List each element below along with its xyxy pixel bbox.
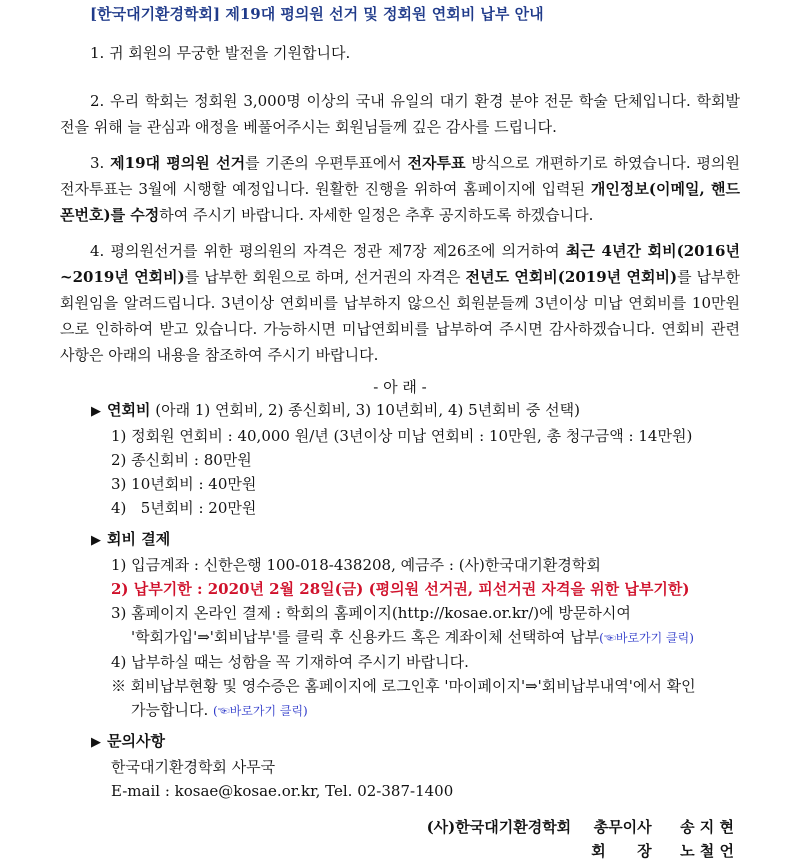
fee-item-2: 2) 종신회비 : 80만원	[111, 451, 252, 469]
signature-line-2	[591, 839, 734, 863]
inquiry-head-label: 문의사항	[107, 732, 165, 750]
p3-text-c: 를 기존의 우편투표에서	[245, 154, 408, 172]
fee-head	[91, 398, 692, 424]
fee-item-4: 4) 5년회비 : 20만원	[111, 499, 257, 517]
inquiry-office: 한국대기환경학회 사무국	[111, 758, 276, 776]
payment-receipt-note: ※ 회비납부현황 및 영수증은 홈페이지에 로그인후 '마이페이지'⇒'회비납부내역'에서 확인	[111, 677, 696, 695]
paragraph-2: 2. 우리 학회는 정회원 3,000명 이상의 국내 유일의 대기 환경 분야 전문 학술 단체입니다. 학회발전을 위해 늘 관심과 애정을 베풀어주시는 회원님들께 깊은 감사를 드립니다.	[60, 92, 740, 136]
p3-bold-evote: 전자투표	[407, 154, 466, 172]
fee-section	[91, 398, 692, 520]
paragraph-3	[60, 150, 740, 228]
triangle-bullet-icon: ▶	[91, 735, 101, 750]
p4-text-c: 를 납부한 회원으로 하며, 선거권의 자격은	[184, 268, 466, 286]
signature-role-1: 총무이사	[593, 818, 652, 836]
signature-role-2: 회 장	[591, 842, 652, 860]
signature-name-2: 노 철 언	[680, 842, 734, 860]
fee-head-label: 연회비	[107, 401, 151, 419]
payment-receipt-note-cont	[91, 698, 696, 723]
payment-account: 1) 입금계좌 : 신한은행 100-018-438208, 예금주 : (사)한국대기환경학회	[111, 556, 601, 574]
fee-item-1: 1) 정회원 연회비 : 40,000 원/년 (3년이상 미납 연회비 : 10만원, 총 청구금액 : 14만원)	[111, 427, 693, 445]
signature-org: (사)한국대기환경학회	[426, 818, 572, 836]
inquiry-contact: E-mail : kosae@kosae.or.kr, Tel. 02-387-1400	[111, 782, 454, 800]
payment-online-steps	[91, 625, 696, 650]
separator-label: - 아 래 -	[373, 378, 427, 396]
payment-section	[91, 527, 696, 723]
notice-title: [한국대기환경학회] 제19대 평의원 선거 및 정회원 연회비 납부 안내	[90, 5, 544, 23]
inquiry-section	[91, 729, 453, 803]
paragraph-4	[60, 238, 740, 368]
receipt-shortcut-link[interactable]: (☜바로가기 클릭)	[213, 704, 308, 718]
signature-line-1	[427, 815, 734, 839]
p3-text-g: 하여 주시기 바랍니다. 자세한 일정은 추후 공지하도록 하겠습니다.	[159, 206, 594, 224]
triangle-bullet-icon: ▶	[91, 533, 101, 548]
signature-name-1: 송 지 현	[680, 818, 734, 836]
p3-text-a: 3.	[90, 154, 111, 172]
inquiry-head	[91, 729, 453, 755]
fee-item-3: 3) 10년회비 : 40만원	[111, 475, 257, 493]
payment-receipt-note-text: 가능합니다.	[131, 701, 209, 719]
paragraph-1: 1. 귀 회원의 무궁한 발전을 기원합니다.	[90, 44, 351, 62]
p4-bold-last-year-fee: 전년도 연회비(2019년 연회비)	[465, 268, 678, 286]
payment-head-label: 회비 결제	[107, 530, 171, 548]
p3-bold-election: 제19대 평의원 선거	[110, 154, 246, 172]
payment-deadline: 2) 납부기한 : 2020년 2월 28일(금) (평의원 선거권, 피선거권 자격을 위한 납부기한)	[111, 580, 690, 598]
p3-bold-personal-info: 개인정보(이메일, 핸드폰번호)를 수정	[60, 180, 740, 224]
payment-online: 3) 홈페이지 온라인 결제 : 학회의 홈페이지(http://kosae.or.kr/)에 방문하시여	[111, 604, 631, 622]
p3-text-e: 방식으로 개편하기로 하였습니다. 평의원 전자투표는 3월에 시행할 예정입니다. 원활한 진행을 위하여 홈페이지에 입력된	[60, 154, 740, 198]
payment-head	[91, 527, 696, 553]
p4-text-a: 4. 평의원선거를 위한 평의원의 자격은 정관 제7장 제26조에 의거하여	[90, 242, 566, 260]
payment-online-steps-text: '학회가입'⇒'회비납부'를 클릭 후 신용카드 혹은 계좌이체 선택하여 납부	[131, 628, 600, 646]
p4-text-e: 를 납부한 회원임을 알려드립니다. 3년이상 연회비를 납부하지 않으신 회원분들께 3년이상 미납 연회비를 10만원으로 인하하여 받고 있습니다. 가능하시면 미납연회비를 납부하여 주시면 감사하겠습니다. 연회비 관련사항은 아래의 내용을 참조하여 주시기 바랍니다.	[60, 268, 740, 364]
triangle-bullet-icon: ▶	[91, 404, 101, 419]
fee-head-note: (아래 1) 연회비, 2) 종신회비, 3) 10년회비, 4) 5년회비 중 선택)	[150, 401, 580, 419]
p4-bold-four-year-fee: 최근 4년간 회비(2016년~2019년 연회비)	[60, 242, 740, 286]
payment-shortcut-link[interactable]: (☜바로가기 클릭)	[599, 631, 694, 645]
payment-name-notice: 4) 납부하실 때는 성함을 꼭 기재하여 주시기 바랍니다.	[111, 653, 469, 671]
